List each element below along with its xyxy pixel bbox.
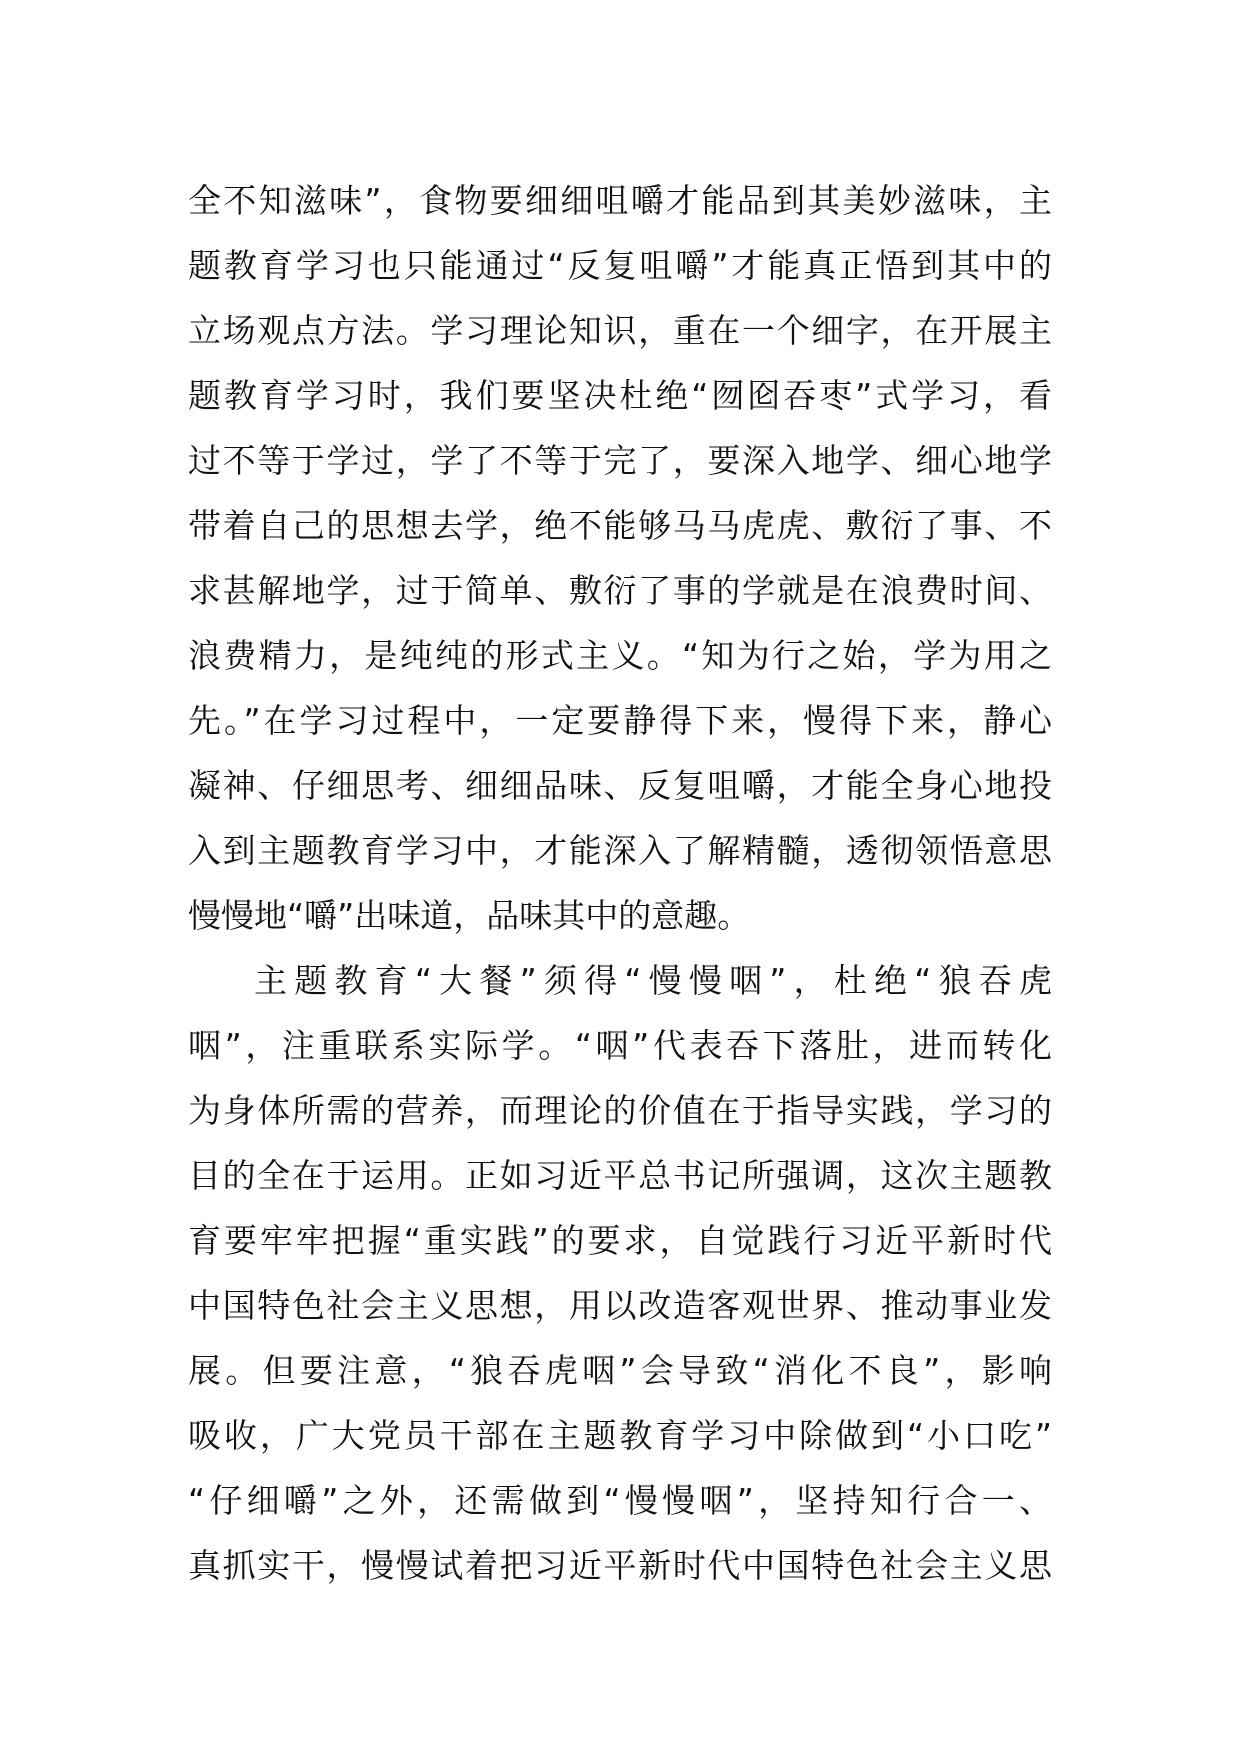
paragraph-2 [188, 948, 1052, 1598]
text-line: 为身体所需的营养，而理论的价值在于指导实践，学习的 [188, 1091, 1052, 1130]
paragraph-1 [188, 168, 1052, 948]
text-line: 过不等于学过，学了不等于完了，要深入地学、细心地学 [188, 441, 1052, 480]
text-line: 真抓实干，慢慢试着把习近平新时代中国特色社会主义思 [188, 1546, 1052, 1585]
text-line: 先。”在学习过程中，一定要静得下来，慢得下来，静心 [188, 701, 1052, 740]
text-line: 题教育学习时，我们要坚决杜绝“囫囵吞枣”式学习，看 [188, 376, 1052, 415]
text-line: 育要牢牢把握“重实践”的要求，自觉践行习近平新时代 [188, 1221, 1052, 1260]
text-line: 咽”，注重联系实际学。“咽”代表吞下落肚，进而转化 [188, 1026, 1052, 1065]
text-line: 目的全在于运用。正如习近平总书记所强调，这次主题教 [188, 1156, 1052, 1195]
text-line: 求甚解地学，过于简单、敷衍了事的学就是在浪费时间、 [188, 571, 1052, 610]
text-line: 吸收，广大党员干部在主题教育学习中除做到“小口吃” [188, 1416, 1052, 1455]
text-line: 题教育学习也只能通过“反复咀嚼”才能真正悟到其中的 [188, 246, 1052, 285]
text-line: 慢慢地“嚼”出味道，品味其中的意趣。 [188, 896, 751, 935]
document-body [188, 168, 1052, 1598]
text-line: 全不知滋味”，食物要细细咀嚼才能品到其美妙滋味，主 [188, 181, 1052, 220]
text-line: 中国特色社会主义思想，用以改造客观世界、推动事业发 [188, 1286, 1052, 1325]
text-line: 入到主题教育学习中，才能深入了解精髓，透彻领悟意思 [188, 831, 1052, 870]
text-line: 立场观点方法。学习理论知识，重在一个细字，在开展主 [188, 311, 1052, 350]
text-line: 展。但要注意，“狼吞虎咽”会导致“消化不良”，影响 [188, 1351, 1052, 1390]
text-line: 凝神、仔细思考、细细品味、反复咀嚼，才能全身心地投 [188, 766, 1052, 805]
text-line: 带着自己的思想去学，绝不能够马马虎虎、敷衍了事、不 [188, 506, 1052, 545]
text-line: 主题教育“大餐”须得“慢慢咽”，杜绝“狼吞虎 [254, 961, 1052, 1000]
text-line: 浪费精力，是纯纯的形式主义。“知为行之始，学为用之 [188, 636, 1052, 675]
text-line: “仔细嚼”之外，还需做到“慢慢咽”，坚持知行合一、 [188, 1481, 1052, 1520]
